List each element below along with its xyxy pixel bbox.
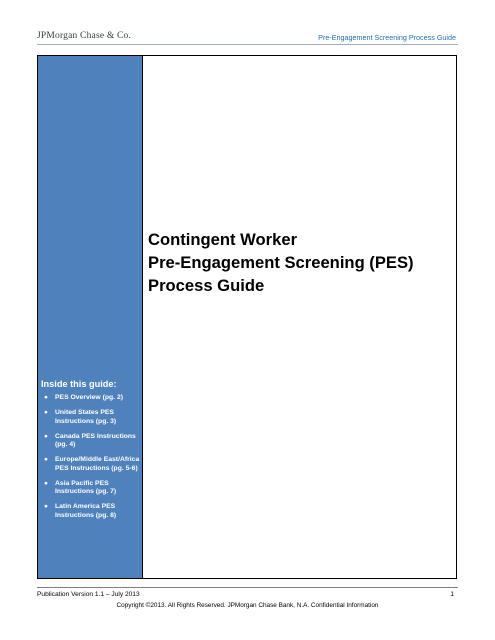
jpmorgan-logo: JPMorgan Chase & Co.	[37, 31, 132, 41]
header-divider	[37, 44, 458, 45]
footer-divider	[37, 587, 458, 588]
toc-item-canada	[38, 433, 145, 450]
toc-item-emea	[38, 456, 145, 473]
page-number: 1	[450, 591, 454, 598]
guide-sidebar	[38, 56, 143, 578]
bullet-icon: ●	[44, 432, 48, 440]
toc-item-latin-america	[38, 503, 145, 520]
publication-version: Publication Version 1.1 – July 2013	[37, 591, 140, 598]
bullet-icon: ●	[44, 409, 48, 416]
bullet-icon: ●	[44, 394, 48, 401]
bullet-icon: ●	[44, 456, 48, 463]
toc-item-asia-pacific	[38, 480, 145, 497]
bullet-icon: ●	[44, 503, 48, 510]
toc-item-pes-overview	[38, 394, 145, 403]
toc-item-label: Asia Pacific PES Instructions (pg. 7)	[55, 479, 117, 495]
toc-item-label: United States PES Instructions (pg. 3)	[55, 409, 117, 425]
toc-item-label: Europe/Middle East/Africa PES Instructions (pg. 5-6)	[55, 456, 140, 472]
toc-item-united-states	[38, 409, 145, 426]
cover-frame	[37, 55, 457, 579]
toc-item-label: Canada PES Instructions (pg. 4)	[55, 432, 136, 448]
bullet-icon: ●	[44, 479, 48, 487]
title-line: Contingent Worker	[148, 230, 298, 249]
title-line: Pre-Engagement Screening (PES)	[148, 253, 414, 272]
header-document-title: Pre-Engagement Screening Process Guide	[318, 33, 456, 42]
inside-guide-heading: Inside this guide:	[41, 379, 117, 389]
document-title	[148, 228, 414, 297]
table-of-contents	[38, 394, 145, 527]
title-line: Process Guide	[148, 276, 265, 295]
toc-item-label: Latin America PES Instructions (pg. 8)	[55, 503, 117, 519]
copyright-notice: Copyright ©2013. All Rights Reserved. JPMorgan Chase Bank, N.A. Confidential Information	[116, 602, 379, 609]
toc-item-label: PES Overview (pg. 2)	[55, 394, 123, 401]
